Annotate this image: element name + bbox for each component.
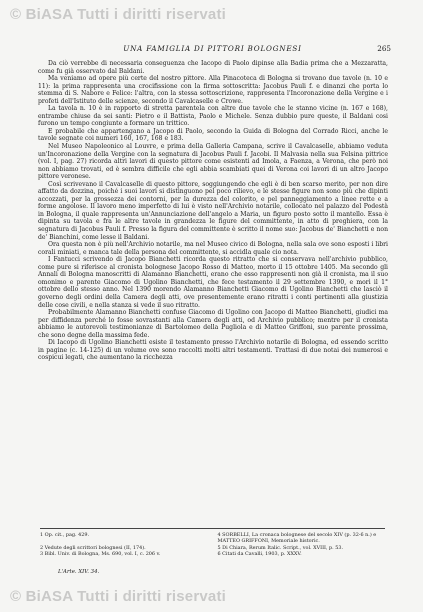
paragraph: Di Iacopo di Ugolino Bianchetti esiste il testamento presso l'Archivio notarile di Bologna, ed essendo scritto in pagine (c. 14-125) di un volume ove sono raccolti molti altri testamenti. Trattasi di due notai dei numerosi e cospicui legati, che aumentano la ricchezza xyxy=(38,339,388,362)
running-title: UNA FAMIGLIA DI PITTORI BOLOGNESI xyxy=(123,44,302,53)
watermark-top: © BiASA Tutti i diritti riservati xyxy=(10,6,227,23)
paragraph: Ora questa non è più nell'Archivio notarile, ma nel Museo civico di Bologna, nella sala ove sono esposti i libri corali miniati, e manca tale della persona del committente, si accidla quale cio nota. xyxy=(38,241,388,256)
footnotes xyxy=(40,528,385,557)
signature-mark: L'Arte. XIV. 34. xyxy=(58,569,100,575)
paragraph: Probabilmente Alamanno Bianchetti confuse Giacomo di Ugolino con Jacopo di Matteo Bianchetti, giudici ma per diffidenza perché lo fosse sovrastanti alla Camera degli atti, od Archivio pubblico; mentre per il cronista abbiamo le autorevoli testimonianze di Bartolomeo della Pugliola e di Matteo Griffoni, suo parente prossima, che sono degne della massima fede. xyxy=(38,309,388,339)
footnote: 6 Citati da Cavalli, 1903, p. XXXV. xyxy=(217,550,302,557)
footnote: 1 Op. cit., pag. 429. xyxy=(40,532,90,538)
paragraph: Nel Museo Napoleonico al Louvre, e prima della Galleria Campana, scrive il Cavalcaselle, abbiamo veduta un'Incoronazione della Vergine con la segnatura di Jacobus Pauli f. Jacobi. Il Malvasia nella sua Felsina pittrice (vol. I, pag. 27) ricorda altri lavori di questo pittore come esistenti ad Imola, a Faenza, a Verona, che però noi non abbiamo trovati, ed è sembra difficile che egli abbia scambiati quei di Verona coi lavori di un altro Jacopo pittore veronese. xyxy=(38,143,388,181)
paragraph: Così scrivevano il Cavalcaselle di questo pittore, soggiungendo che egli è di ben scarso merito, per non dire affatto da dozzina, poiché i suoi lavori si distinguono pel poco rilievo, e le stesse figure non sono più che dipinti accozzati, per la grossezza dei contorni, per la durezza del colorito, e pel panneggiamento a linee rette e a forme angolose. Il lavoro meno imperfetto di lui è visto nell'Archivio notarile, collocato nel palazzo del Podestà in Bologna, il quale rappresenta un'Annunciazione dell'angelo a Maria, un figuro posto sotto il mantello. Essa è dipinta su tavola e fra le altre tavole in grandezza le figure del committente, in atto di preghiera, con la segnatura di Jacobus Pauli f. Presso la figura del committente è scritto il nome suo: Jacobus de' Bianchetti e non de' Bianchini, come lesse il Baldani. xyxy=(38,180,388,241)
page-header xyxy=(40,44,391,56)
body-text xyxy=(38,60,388,362)
paragraph: I Fantucci scrivendo di Jacopo Bianchetti ricorda questo ritratto che si conservava nell'archivio pubblico, come pure si riferisce al cronista bolognese Jacopo Rosso di Matteo, morto il 15 ottobre 1405. Ma secondo gli Annali di Bologna manoscritti di Alamanno Bianchetti, erano che esso rappresenti non già il cronista, ma il suo omonimo e parente Giacomo di Ugolino Bianchetti, che fece testamento il 29 settembre 1390, e morì il 1° ottobre dello stesso anno. Nel 1390 morendo Alamanno Bianchetti Giacomo di Ugolino Bianchetti che lasciò il governo degli ordini della Camera degli atti, ove presentemente erano ritratti i conti pertinenti alla giustizia delle cose civili, e nella stanza si vede il suo ritratto. xyxy=(38,256,388,309)
paragraph: La tavola n. 10 è in rapporto di stretta parentela con altre due tavole che le stanno vicine (n. 167 e 168), entrambe chiuse da sei santi: Pietro e il Battista, Paolo e Michele. Senza dubbio pure queste, il Baldani cosi furono un tempo congiunte a formare un trittico. xyxy=(38,105,388,128)
footnote: 2 Vedute degli scrittori bolognesi (II, 174). xyxy=(40,544,146,551)
paragraph: E probabile che appartengano a Jacopo di Paolo, secondo la Guida di Bologna del Corrado Ricci, anche le tavole segnate coi numeri 160, 167, 168 e 183. xyxy=(38,127,388,143)
footnote: 3 Bibl. Univ. di Bologna, Ms. 690, vol. I, c. 206 v. xyxy=(40,550,161,557)
watermark-bottom: © BiASA Tutti i diritti riservati xyxy=(10,588,227,605)
paragraph: Ma veniamo ad opere più certe del nostro pittore. Alla Pinacoteca di Bologna si trovano due tavole (n. 10 e 11): la prima rappresenta una crocifissione con la firma sottoscritta: Jacobus Pauli f. e dinanzi che porta lo stemma di S. Nabore e Felice: l'altra, con la stessa sottoscrizione, rappresenta l'Incoronazione della Vergine e i profeti dell'Istituto delle scienze, secondo il Cavalcaselle e Crowe. xyxy=(38,75,388,105)
footnote: 5 Di Chiara, Rerum Italic. Script., vol. XVIII, p. 53. xyxy=(217,544,344,551)
page-number: 265 xyxy=(377,44,391,53)
paragraph: Da ciò verrebbe di necessaria conseguenza che Iacopo di Paolo dipinse alla Badia prima che a Mezzaratta, come fu già osservato dal Baldani. xyxy=(38,60,388,75)
footnote: 4 SORBELLI, La cronaca bolognese del secolo XIV (p. 32-6 n.) e MATTEO GRIFFONI, Memoriale historic. xyxy=(217,532,377,545)
